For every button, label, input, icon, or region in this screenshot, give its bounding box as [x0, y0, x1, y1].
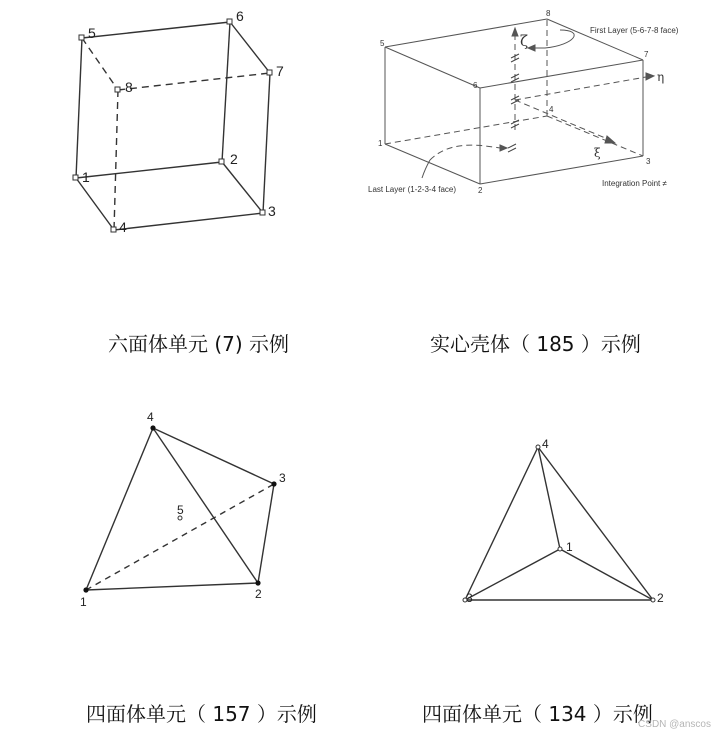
edge-2-1 — [385, 144, 480, 184]
edge-4-1 — [76, 178, 114, 230]
node-marker — [651, 598, 655, 602]
node-label: 6 — [473, 81, 478, 90]
tet157-element-diagram — [0, 380, 360, 736]
node-marker — [115, 87, 120, 92]
node-marker — [558, 547, 562, 551]
tet134-caption: 四面体单元（ 134 ）示例 — [422, 702, 653, 726]
shell-element-diagram — [360, 0, 719, 356]
edge-3-4 — [114, 213, 263, 230]
eta-arrowhead — [646, 73, 654, 80]
node-marker — [255, 580, 260, 585]
node-marker — [79, 35, 84, 40]
node-label: 4 — [119, 219, 127, 235]
edge-1-5 — [76, 38, 82, 178]
edge-2-1 — [560, 549, 653, 600]
node-label: 3 — [466, 591, 473, 605]
node-label: 2 — [230, 151, 238, 167]
node-label: 3 — [268, 203, 276, 219]
node-marker — [227, 19, 232, 24]
edge-1-2 — [86, 583, 258, 590]
node-label: 2 — [657, 591, 664, 605]
hex-caption: 六面体单元 (7) 示例 — [108, 332, 290, 356]
hex-element-figure — [0, 0, 360, 300]
edge-3-1 — [465, 549, 560, 600]
node-label: 5 — [380, 39, 385, 48]
node-marker — [83, 587, 88, 592]
hex-element-diagram — [0, 0, 360, 356]
edge-4-2 — [153, 428, 258, 583]
edge-2-4 — [538, 447, 653, 600]
node-label: 3 — [646, 157, 651, 166]
node-label: 5 — [88, 25, 96, 41]
xi-arrowhead — [605, 136, 615, 143]
hidden-edge-1-4 — [385, 116, 547, 144]
edge-4-1 — [86, 428, 153, 590]
node-label: 8 — [546, 9, 551, 18]
node-label: 6 — [236, 8, 244, 24]
zeta-axis-label: ζ — [520, 32, 529, 50]
node-label: 2 — [478, 186, 483, 195]
eta-axis-label: η — [657, 70, 665, 84]
node-label: 7 — [276, 63, 284, 79]
shell-element-figure — [360, 0, 719, 300]
node-label: 5 — [177, 503, 184, 517]
last-layer-leader — [430, 145, 500, 160]
edge-3-7 — [263, 73, 270, 213]
integration-point-label: Integration Point ≠ — [602, 179, 667, 188]
edge-6-7 — [480, 60, 643, 88]
first-layer-arrowhead — [528, 45, 535, 51]
edge-5-6 — [82, 22, 230, 38]
xi-axis-label: ξ — [594, 146, 601, 160]
edge-2-3 — [258, 484, 274, 583]
node-label: 3 — [279, 471, 286, 485]
edge-6-7 — [230, 22, 270, 73]
tet157-caption: 四面体单元（ 157 ）示例 — [86, 702, 317, 726]
last-layer-arrowhead — [500, 145, 507, 151]
edge-5-6 — [385, 47, 480, 88]
hidden-edge-5-8 — [82, 38, 118, 90]
zeta-arrowhead — [512, 28, 518, 36]
hidden-edge-1-3 — [86, 484, 274, 590]
watermark: CSDN @anscos — [638, 719, 711, 730]
node-marker — [150, 425, 155, 430]
edge-2-6 — [222, 22, 230, 162]
node-label: 1 — [378, 139, 383, 148]
xi-axis-line — [515, 100, 610, 140]
node-marker — [267, 70, 272, 75]
node-label: 4 — [542, 437, 549, 451]
edge-1-2 — [76, 162, 222, 178]
node-label: 4 — [147, 410, 154, 424]
edge-4-3 — [465, 447, 538, 600]
node-label: 4 — [549, 105, 554, 114]
integration-point-marker — [508, 144, 516, 152]
node-label: 7 — [644, 50, 649, 59]
node-marker — [271, 481, 276, 486]
first-layer-label: First Layer (5-6-7-8 face) — [590, 26, 679, 35]
tet157-element-figure — [0, 380, 360, 680]
tet134-element-figure — [360, 380, 719, 680]
node-label: 1 — [566, 540, 573, 554]
node-marker — [260, 210, 265, 215]
shell-caption: 实心壳体（ 185 ）示例 — [430, 332, 641, 356]
node-label: 1 — [82, 169, 90, 185]
last-layer-label: Last Layer (1-2-3-4 face) — [368, 185, 457, 194]
first-layer-leader — [535, 30, 574, 48]
node-marker — [111, 227, 116, 232]
node-marker — [73, 175, 78, 180]
node-marker — [219, 159, 224, 164]
last-layer-pointer — [422, 160, 430, 178]
eta-axis-line — [515, 77, 646, 100]
hidden-edge-8-4 — [114, 90, 118, 230]
node-marker — [536, 445, 540, 449]
node-label: 2 — [255, 587, 262, 601]
edge-2-3 — [222, 162, 263, 213]
tet134-element-diagram — [360, 380, 719, 736]
node-label: 1 — [80, 595, 87, 609]
node-label: 8 — [125, 79, 133, 95]
hidden-edge-8-7 — [118, 73, 270, 90]
